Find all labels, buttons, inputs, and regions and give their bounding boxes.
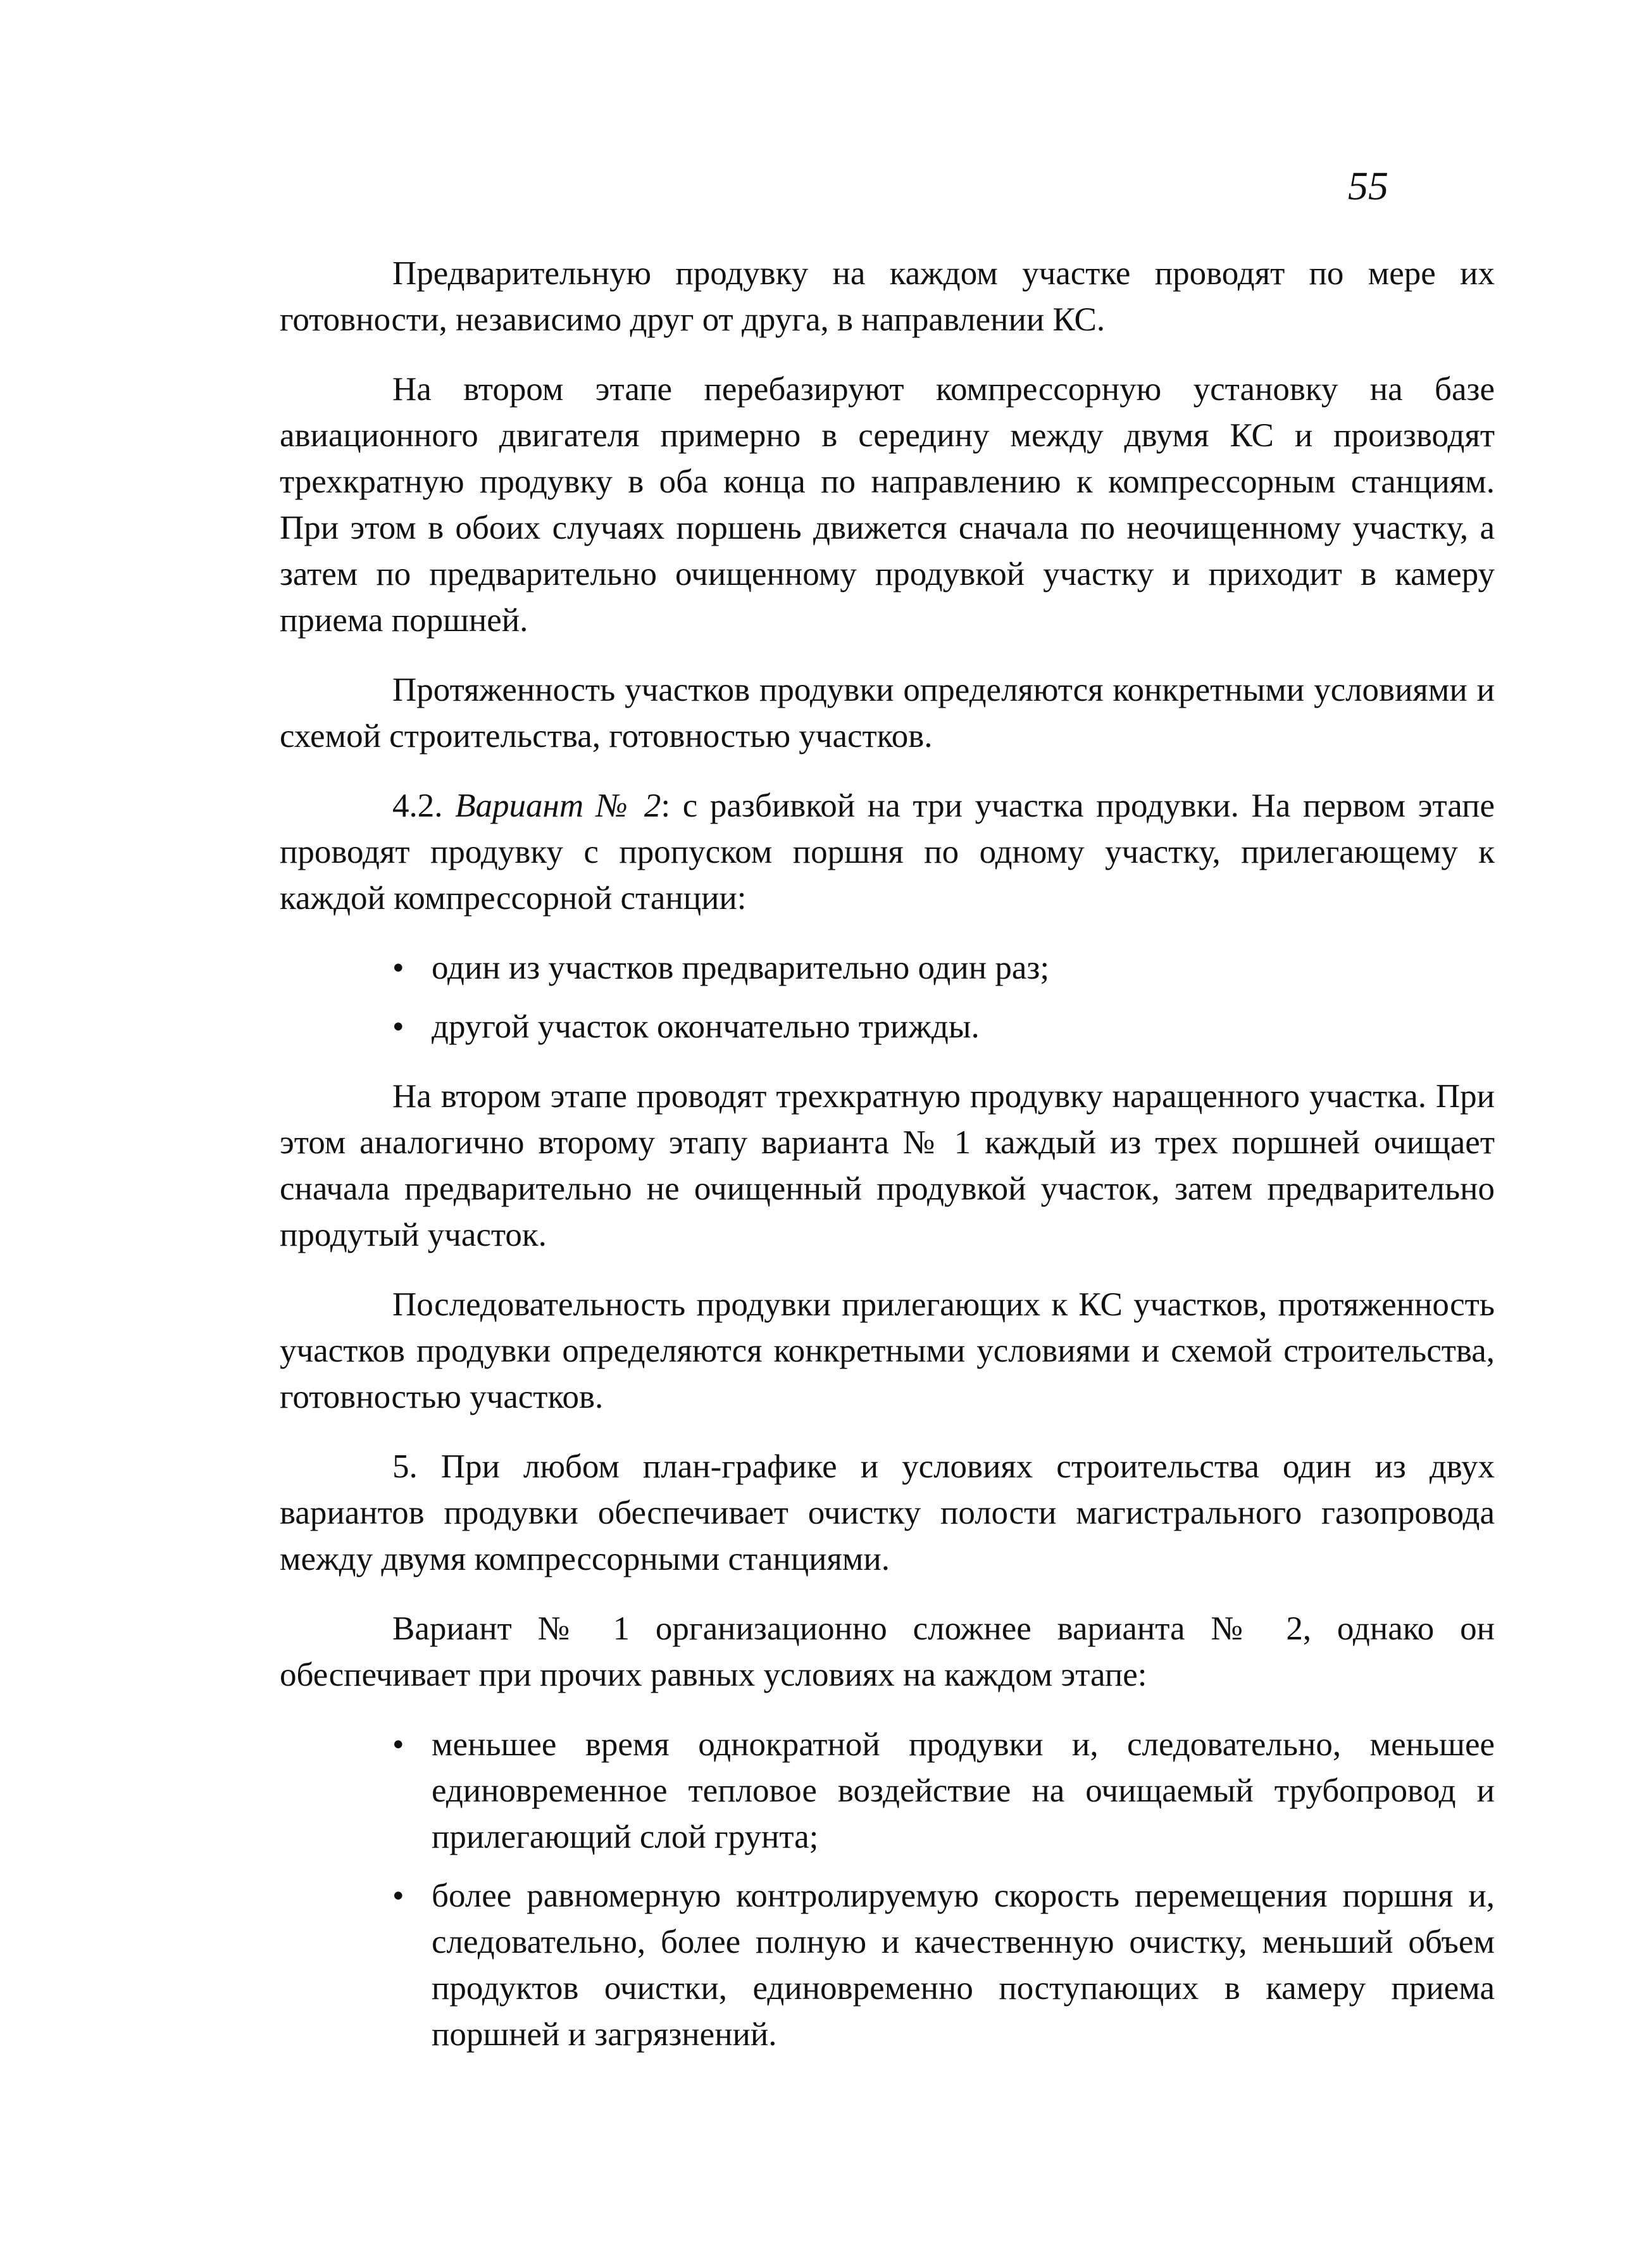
list-item-text: меньшее время однократной продувки и, следовательно, меньшее единовременное тепловое воздействие на очищаемый трубопровод и прилегающий слой грунта; — [432, 1726, 1495, 1855]
paragraph-preliminary-blowing: Предварительную продувку на каждом участке проводят по мере их готовности, независимо друг от друга, в направлении КС. — [280, 255, 1495, 338]
variant-2-title: Вариант № 2 — [455, 787, 661, 824]
paragraph-variant-2 — [280, 783, 1495, 922]
variant-2-number: 4.2. — [392, 787, 456, 824]
paragraph-second-stage: На втором этапе перебазируют компрессорную установку на базе авиационного двигателя примерно в середину между двумя КС и производят трехкратную продувку в оба конца по направлению к компрессорным станциям. При этом в обоих случаях поршень движется сначала по неочищенному участку, а затем по предварительно очищенному продувкой участку и приходит в камеру приема поршней. — [280, 371, 1495, 639]
list-item-text: один из участков предварительно один раз; — [432, 949, 1050, 986]
bullet-icon: • — [392, 1726, 404, 1763]
paragraph-second-stage-variant-2: На втором этапе проводят трехкратную продувку наращенного участка. При этом аналогично второму этапу варианта № 1 каждый из трех поршней очищает сначала предварительно не очищенный продувкой участок, затем предварительно продутый участок. — [280, 1078, 1495, 1253]
list-item-text: другой участок окончательно трижды. — [432, 1008, 980, 1045]
variant-2-description: : с разбивкой на три участка продувки. На первом этапе проводят продувку с пропуском поршня по одному участку, прилегающему к каждой компрессорной станции: — [280, 787, 1495, 917]
list-item — [280, 945, 1495, 991]
page-number: 55 — [1348, 163, 1388, 208]
list-item — [280, 1004, 1495, 1050]
paragraph-section-length: Протяженность участков продувки определяются конкретными условиями и схемой строительства, готовностью участков. — [280, 672, 1495, 755]
bullet-icon: • — [392, 949, 404, 986]
bullet-list-sections — [280, 945, 1495, 1050]
bullet-icon: • — [392, 1877, 404, 1914]
paragraph-variant-comparison: Вариант № 1 организационно сложнее варианта № 2, однако он обеспечивает при прочих равных условиях на каждом этапе: — [280, 1610, 1495, 1693]
list-item — [280, 1873, 1495, 2058]
list-item — [280, 1722, 1495, 1860]
bullet-list-advantages — [280, 1722, 1495, 2058]
paragraph-sequence: Последовательность продувки прилегающих к КС участков, протяженность участков продувки определяются конкретными условиями и схемой строительства, готовностью участков. — [280, 1286, 1495, 1415]
bullet-icon: • — [392, 1008, 404, 1045]
body-text — [280, 251, 1495, 2081]
list-item-text: более равномерную контролируемую скорость перемещения поршня и, следовательно, более полную и качественную очистку, меньший объем продуктов очистки, единовременно поступающих в камеру приема поршней и загрязнений. — [432, 1877, 1495, 2053]
paragraph-point-5: 5. При любом план-графике и условиях строительства один из двух вариантов продувки обеспечивает очистку полости магистрального газопровода между двумя компрессорными станциями. — [280, 1448, 1495, 1577]
